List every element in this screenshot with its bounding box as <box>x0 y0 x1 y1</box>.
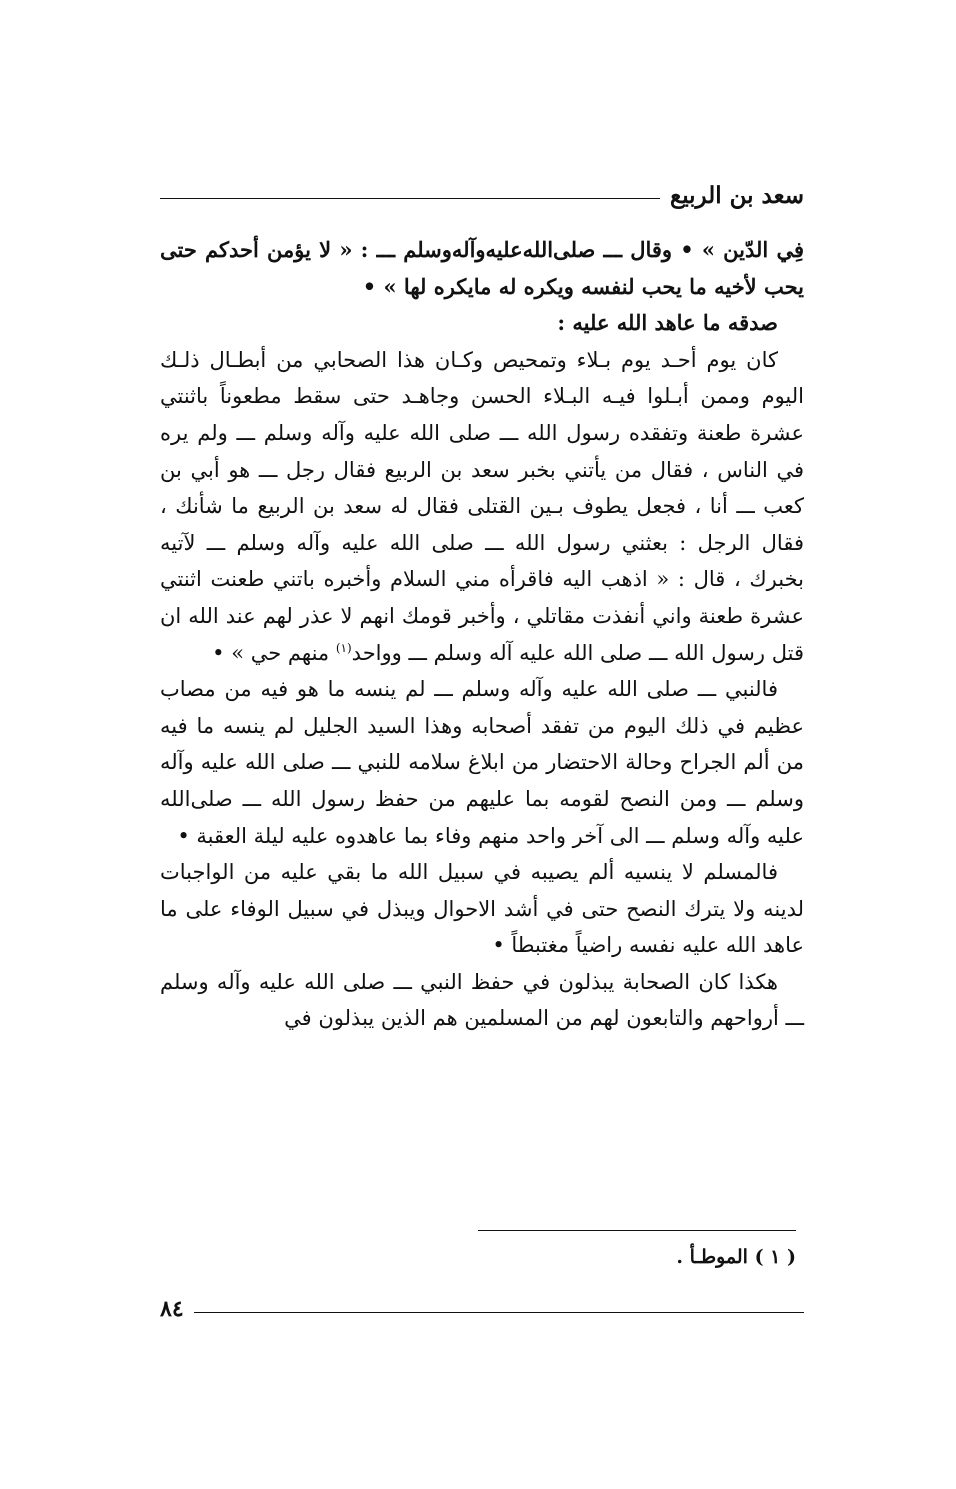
paragraph-text: كان يوم أحـد يوم بـلاء وتمحيص وكـان هذا الصحابي من أبطـال ذلـك اليوم وممن أبـلوا فيـه البـلاء الحسن وجاهـد حتى سقط مطعوناً باثنتي عشرة طعنة وتفقده رسول الله ـــ صلى الله عليه وآله وسلم ـــ ولم يره في الناس ، فقال من يأتني بخبر سعد بن الربيع فقال رجل ـــ هو أبي بن كعب ـــ أنا ، فجعل يطوف بـين القتلى فقال له سعد بن الربيع ما شأنك ، فقال الرجل : بعثني رسول الله ـــ صلى الله عليه وآله وسلم ـــ لآتيه بخبرك ، قال : « اذهب اليه فاقرأه مني السلام وأخبره باتني طعنت اثنتي عشرة طعنة واني أنفذت مقاتلي ، وأخبر قومك انهم لا عذر لهم عند الله ان قتل رسول الله ـــ صلى الله عليه آله وسلم ـــ وواحد <box>160 347 804 665</box>
paragraph <box>160 342 804 671</box>
chapter-title: سعد بن الربيع <box>669 182 804 209</box>
paragraph: فالمسلم لا ينسيه ألم يصيبه في سبيل الله ما بقي عليه من الواجبات لدينه ولا يترك النصح حتى في أشد الاحوال ويبذل في سبيل الوفاء على ما عاهد الله عليه نفسه راضياً مغتبطاً • <box>160 860 804 958</box>
paragraph: هكذا كان الصحابة يبذلون في حفظ النبي ـــ صلى الله عليه وآله وسلم ـــ أرواحهم والتابعون لهم من المسلمين هم الذين يبذلون في <box>160 969 804 1031</box>
paragraph-tail: منهم حي » • <box>212 640 336 665</box>
paragraph-hadith: فِي الدّين » • وقال ـــ صلى‌الله‌عليه‌وآله‌وسلم ـــ : « لا يؤمن أحدكم حتى يحب لأخيه ما يحب لنفسه ويكره له مايكره لها » • <box>160 237 804 299</box>
footer-rule <box>194 1312 804 1313</box>
page-number: ٨٤ <box>160 1296 184 1322</box>
section-heading: صدقه ما عاهد الله عليه : <box>557 310 778 336</box>
page-footer <box>160 1296 804 1322</box>
running-header <box>160 182 804 209</box>
footnote: ( ١ ) الموطـأ . <box>676 1246 796 1268</box>
header-rule <box>160 198 660 199</box>
footnote-rule <box>478 1230 796 1231</box>
body-text <box>160 232 804 1037</box>
paragraph: فالنبي ـــ صلى الله عليه وآله وسلم ـــ لم ينسه ما هو فيه من مصاب عظيم في ذلك اليوم من تفقد أصحابه وهذا السيد الجليل لم ينسه ما فيه من ألم الجراح وحالة الاحتضار من ابلاغ سلامه للنبي ـــ صلى الله عليه وآله وسلم ـــ ومن النصح لقومه بما عليهم من حفظ رسول الله ـــ صلى‌الله عليه وآله وسلم ـــ الى آخر واحد منهم وفاء بما عاهدوه عليه ليلة العقبة • <box>160 677 804 848</box>
footnote-marker: (١) <box>335 640 352 655</box>
